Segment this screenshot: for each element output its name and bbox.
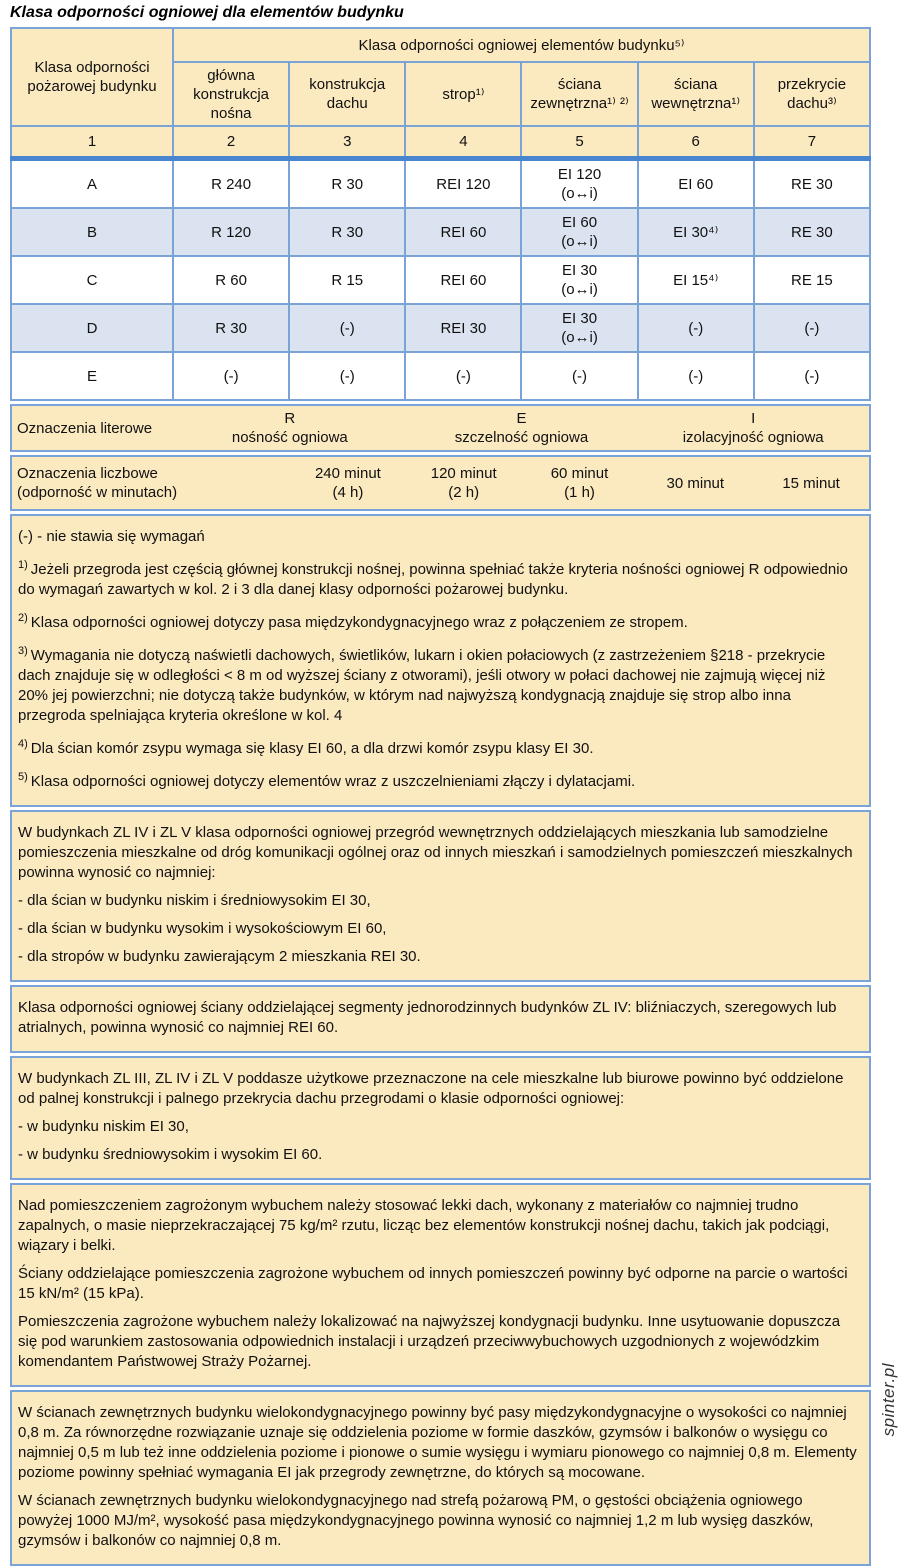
legend-120: 120 minut (2 h) (430, 465, 497, 501)
watermark-spinter: spinter.pl (879, 1362, 898, 1436)
table-row-B (11, 208, 870, 256)
table-header-group-row (11, 28, 870, 62)
table-cell: EI 30⁴⁾ (638, 208, 754, 256)
letter-legend-row (10, 404, 871, 452)
table-cell: (-) (289, 304, 405, 352)
table-cell: R 120 (173, 208, 289, 256)
table-cell: RE 30 (754, 159, 870, 209)
provision-block-zl4-zl5 (10, 810, 871, 982)
table-cell: (-) (173, 352, 289, 400)
column-number: 5 (521, 126, 637, 159)
list-item: - dla ścian w budynku wysokim i wysokościowym EI 60, (18, 920, 387, 937)
subheader-przekrycie-dachu: przekrycie dachu³⁾ (754, 62, 870, 126)
document-page (10, 2, 871, 1566)
table-cell: REI 60 (405, 256, 521, 304)
column-number: 1 (11, 126, 173, 159)
column-number: 6 (638, 126, 754, 159)
table-row-C (11, 256, 870, 304)
table-cell: RE 15 (754, 256, 870, 304)
list-item: - w budynku niskim EI 30, (18, 1118, 189, 1135)
paragraph: Pomieszczenia zagrożone wybuchem należy lokalizować na najwyższej kondygnacji budynku. Inne usytuowanie dopuszcza się pod warunkiem zastosowania odpowiednich instalacji i urządzeń przeciwwybuchowych uzgodnionych z wojewódzkim komendantem Państwowej Straży Pożarnej. (18, 1313, 841, 1370)
paragraph: W budynkach ZL IV i ZL V klasa odporności ogniowej przegród wewnętrznych oddzielających mieszkania lub samodzielne pomieszczenia mieszkalne od dróg komunikacji ogólnej oraz od innych mieszkań i samodzielnych pomieszczeń mieszkalnych powinna wynosić co najmniej: (18, 824, 853, 881)
legend-15: 15 minut (782, 474, 840, 492)
subheader-strop: strop¹⁾ (405, 62, 521, 126)
legend-I: I izolacyjność ogniowa (682, 410, 824, 446)
table-row-E (11, 352, 870, 400)
table-row-D (11, 304, 870, 352)
subheader-sciana-wewnetrzna: ściana wewnętrzna¹⁾ (638, 62, 754, 126)
letter-legend-label: Oznaczenia literowe (17, 419, 153, 437)
table-cell: (-) (638, 304, 754, 352)
table-cell: REI 120 (405, 159, 521, 209)
table-cell: REI 30 (405, 304, 521, 352)
fire-resistance-table (10, 27, 871, 401)
list-item: - w budynku średniowysokim i wysokim EI 60. (18, 1146, 323, 1163)
paragraph: Klasa odporności ogniowej ściany oddzielającej segmenty jednorodzinnych budynków ZL IV: bliźniaczych, szeregowych lub atrialnych, powinna wynosić co najmniej REI 60. (18, 999, 837, 1036)
legend-30: 30 minut (666, 474, 725, 492)
column-number: 2 (173, 126, 289, 159)
subheader-konstrukcja-dachu: konstrukcja dachu (289, 62, 405, 126)
no-requirement-note: (-) - nie stawia się wymagań (18, 528, 205, 545)
subheader-glowna-konstrukcja: główna konstrukcja nośna (173, 62, 289, 126)
page-title: Klasa odporności ogniowej dla elementów budynku (10, 4, 404, 21)
paragraph: W ścianach zewnętrznych budynku wielokondygnacyjnego nad strefą pożarową PM, o gęstości obciążenia ogniowego powyżej 1000 MJ/m², wysokość pasa międzykondygnacyjnego powinna wynosić co najmniej 1,2 m lub wysięg daszków, gzymsów i balkonów co najmniej 0,8 m. (18, 1492, 814, 1549)
subheader-sciana-zewnetrzna: ściana zewnętrzna¹⁾ ²⁾ (521, 62, 637, 126)
class-label: B (11, 208, 173, 256)
provision-block-segmenty (10, 985, 871, 1053)
paragraph: W budynkach ZL III, ZL IV i ZL V poddasze użytkowe przeznaczone na cele mieszkalne lub biurowe powinno być oddzielone od palnej konstrukcji i palnego przekrycia dachu przegrodami o klasie odporności ogniowej: (18, 1070, 844, 1107)
table-cell: R 15 (289, 256, 405, 304)
table-cell: R 30 (173, 304, 289, 352)
table-cell: (-) (521, 352, 637, 400)
class-label: C (11, 256, 173, 304)
paragraph: Nad pomieszczeniem zagrożonym wybuchem należy stosować lekki dach, wykonany z materiałów co najmniej trudno zapalnych, o masie nieprzekraczającej 75 kg/m² rzutu, licząc bez elementów konstrukcji nośnej dachu, takich jak podciągi, wiązary i belki. (18, 1197, 830, 1254)
table-cell: (-) (754, 304, 870, 352)
list-item: - dla stropów w budynku zawierającym 2 mieszkania REI 30. (18, 948, 421, 965)
table-cell: EI 60 (638, 159, 754, 209)
table-row-A (11, 159, 870, 209)
column-number: 4 (405, 126, 521, 159)
table-cell: REI 60 (405, 208, 521, 256)
provision-block-pasy (10, 1390, 871, 1566)
number-legend-row (10, 455, 871, 511)
table-cell: EI 60 (o↔i) (521, 208, 637, 256)
footnote-1: $^{1)}$ Jeżeli przegroda jest częścią głównej konstrukcji nośnej, powinna spełniać także kryteria nośności ogniowej R odpowiednio do wymagań zawartych w kol. 2 i 3 dla danej klasy odporności pożarowej budynku. (18, 559, 848, 598)
group-header-cell: Klasa odporności ogniowej elementów budynku⁵⁾ (173, 28, 870, 62)
footnote-5: $^{5)}$ Klasa odporności ogniowej dotyczy elementów wraz z uszczelnieniami złączy i dylatacjami. (18, 771, 636, 790)
footnote-4: $^{4)}$ Dla ścian komór zsypu wymaga się klasy EI 60, a dla drzwi komór zsypu klasy EI 30. (18, 738, 594, 757)
table-cell: R 60 (173, 256, 289, 304)
table-cell: R 240 (173, 159, 289, 209)
column-number: 7 (754, 126, 870, 159)
table-cell: (-) (754, 352, 870, 400)
list-item: - dla ścian w budynku niskim i średniowysokim EI 30, (18, 892, 371, 909)
table-cell: (-) (638, 352, 754, 400)
class-label: E (11, 352, 173, 400)
provision-block-poddasze (10, 1056, 871, 1180)
footnote-3: $^{3)}$ Wymagania nie dotyczą naświetli dachowych, świetlików, lukarn i okien połaciowych (z zastrzeżeniem §218 - przekrycie dach znajduje się w odległości < 8 m od wyższej ściany z otworami), jeśli otwory w połaci dachowej nie zajmują więcej niż 20% jej powierzchni; nie dotyczą także budynków, w którym nad najwyższą kondygnacją znajduje się strop albo inna przegroda spelniająca kryteria określone w kol. 4 (18, 645, 826, 724)
table-cell: (-) (289, 352, 405, 400)
table-cell: R 30 (289, 159, 405, 209)
legend-240: 240 minut (4 h) (314, 465, 381, 501)
class-label: D (11, 304, 173, 352)
column-number: 3 (289, 126, 405, 159)
column-number-row (11, 126, 870, 159)
table-cell: EI 15⁴⁾ (638, 256, 754, 304)
paragraph: W ścianach zewnętrznych budynku wielokondygnacyjnego powinny być pasy międzykondygnacyjne o wysokości co najmniej 0,8 m. Za równorzędne rozwiązanie uznaje się oddzielenia poziome w formie daszków, gzymsów i balkonów o wysięgu co najmniej 0,5 m lub też inne oddzielenia poziome i pionowe o sumie wysięgu i wymiaru pionowego co najmniej 0,8 m. Elementy poziome powinny spełniać wymagania EI jak przegrody zewnętrzne, do których są mocowane. (18, 1404, 857, 1481)
footnotes-box (10, 514, 871, 807)
table-cell: EI 120 (o↔i) (521, 159, 637, 209)
paragraph: Ściany oddzielające pomieszczenia zagrożone wybuchem od innych pomieszczeń powinny być odporne na parcie o wartości 15 kN/m² (15 kPa). (18, 1265, 848, 1302)
table-cell: (-) (405, 352, 521, 400)
legend-R: R nośność ogniowa (231, 410, 348, 446)
class-label: A (11, 159, 173, 209)
legend-E: E szczelność ogniowa (454, 410, 589, 446)
corner-header-cell: Klasa odporności pożarowej budynku (11, 28, 173, 126)
table-cell: RE 30 (754, 208, 870, 256)
legend-60: 60 minut (1 h) (550, 465, 609, 501)
number-legend-label: Oznaczenia liczbowe (odporność w minutach) (17, 465, 178, 501)
table-cell: EI 30 (o↔i) (521, 304, 637, 352)
footnote-2: $^{2)}$ Klasa odporności ogniowej dotyczy pasa międzykondygnacyjnego wraz z połączeniem ze stropem. (18, 612, 688, 631)
provision-block-wybuch (10, 1183, 871, 1387)
table-cell: R 30 (289, 208, 405, 256)
table-cell: EI 30 (o↔i) (521, 256, 637, 304)
